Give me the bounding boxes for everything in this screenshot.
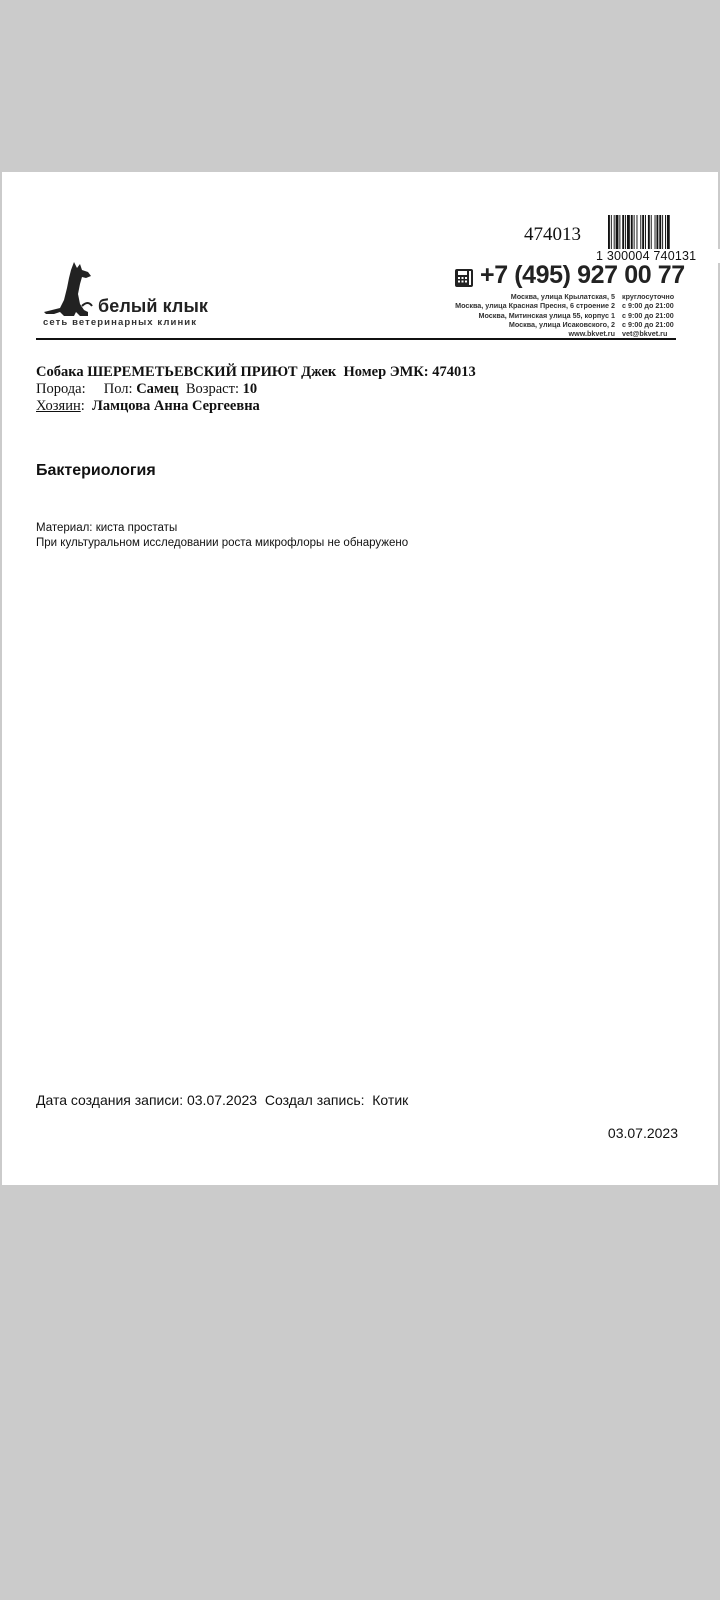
sex-label: Пол: — [103, 381, 133, 397]
age-value: 10 — [242, 381, 258, 397]
breed-label: Порода: — [36, 381, 86, 397]
hours-line: круглосуточно — [622, 292, 675, 301]
patient-line — [36, 364, 476, 381]
address-line: Москва, улица Исаковского, 2 — [508, 319, 615, 329]
email: vet@bkvet.ru — [622, 329, 668, 339]
author-label: Создал запись: — [264, 1092, 365, 1108]
hours-line: с 9:00 до 21:00 — [622, 310, 674, 320]
result-text: При культуральном исследовании роста микрофлоры не обнаружено — [36, 537, 409, 549]
patient-name: Собака ШЕРЕМЕТЬЕВСКИЙ ПРИЮТ Джек — [36, 364, 337, 380]
clinic-hours — [622, 292, 674, 338]
header-divider — [36, 338, 676, 340]
address-line: Москва, улица Крылатская, 5 — [510, 292, 615, 301]
emk-number-top: 474013 — [524, 224, 581, 245]
address-line: Москва, улица Красная Пресня, 6 строение 2 — [455, 301, 615, 311]
clinic-phone: +7 (495) 927 00 77 — [480, 261, 685, 289]
author-name: Котик — [372, 1092, 409, 1108]
owner-value: Ламцова Анна Сергеевна — [92, 398, 260, 414]
emk-value: 474013 — [432, 364, 476, 380]
record-footer — [36, 1092, 408, 1108]
phone-icon — [454, 268, 474, 288]
address-line: Москва, Митинская улица 55, корпус 1 — [478, 310, 615, 320]
website: www.bkvet.ru — [568, 329, 615, 339]
owner-label: Хозяин — [36, 398, 81, 414]
patient-details — [36, 381, 257, 398]
section-title: Бактериология — [36, 462, 156, 479]
logo-name: белый клык — [98, 296, 209, 316]
created-date: 03.07.2023 — [186, 1092, 258, 1108]
document-page — [2, 172, 718, 1185]
sex-value: Самец — [136, 381, 179, 397]
created-label: Дата создания записи: — [36, 1092, 184, 1108]
footer-date: 03.07.2023 — [607, 1125, 678, 1141]
logo-subtitle: сеть ветеринарных клиник — [43, 317, 198, 328]
owner-line: Хозяин: Ламцова Анна Сергеевна — [36, 398, 260, 414]
age-label: Возраст: — [185, 381, 239, 397]
material-text: Материал: киста простаты — [36, 522, 178, 534]
emk-label: Номер ЭМК: — [343, 364, 429, 380]
clinic-addresses — [455, 292, 615, 338]
hours-line: с 9:00 до 21:00 — [622, 319, 674, 329]
hours-line: с 9:00 до 21:00 — [622, 301, 674, 311]
barcode-text: 1 300004 740131 — [596, 249, 720, 263]
